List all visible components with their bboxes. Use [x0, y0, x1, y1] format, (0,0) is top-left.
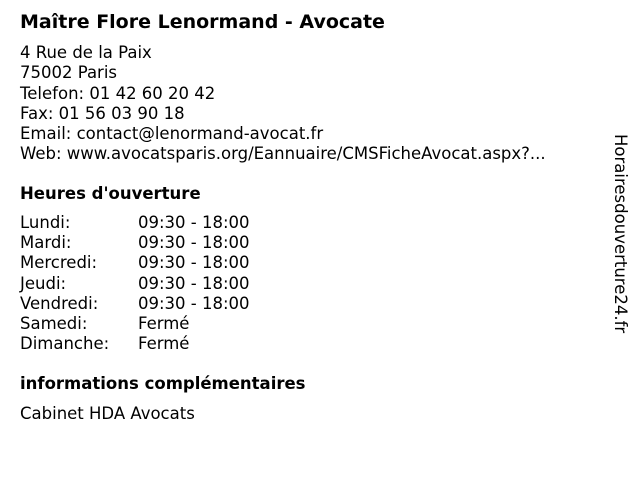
- hours-day: Vendredi:: [20, 293, 99, 313]
- hours-time: 09:30 - 18:00: [138, 233, 250, 253]
- hours-time: 09:30 - 18:00: [138, 253, 250, 273]
- hours-day: Samedi:: [20, 313, 88, 333]
- additional-info-text: Cabinet HDA Avocats: [20, 404, 195, 423]
- address-city: 75002 Paris: [20, 63, 118, 83]
- hours-day: Jeudi:: [20, 273, 67, 293]
- site-brand-vertical: Horairesdouverture24.fr: [611, 134, 630, 334]
- hours-time: 09:30 - 18:00: [138, 213, 250, 232]
- address-street: 4 Rue de la Paix: [20, 43, 152, 62]
- contact-details: [20, 43, 546, 165]
- hours-time: 09:30 - 18:00: [138, 273, 250, 293]
- email-address: Email: contact@lenormand-avocat.fr: [20, 124, 324, 144]
- hours-day: Dimanche:: [20, 334, 110, 354]
- hours-time: 09:30 - 18:00: [138, 293, 250, 313]
- hours-day: Lundi:: [20, 213, 71, 232]
- hours-time: Fermé: [138, 313, 190, 333]
- phone-number: Telefon: 01 42 60 20 42: [20, 83, 216, 103]
- hours-time: Fermé: [138, 334, 190, 354]
- website-url: Web: www.avocatsparis.org/Eannuaire/CMSFicheAvocat.aspx?...: [20, 144, 546, 164]
- business-title: Maître Flore Lenormand - Avocate: [20, 11, 385, 33]
- opening-hours-heading: Heures d'ouverture: [20, 184, 201, 203]
- fax-number: Fax: 01 56 03 90 18: [20, 103, 185, 123]
- hours-day: Mardi:: [20, 233, 72, 253]
- hours-day: Mercredi:: [20, 253, 98, 273]
- additional-info-heading: informations complémentaires: [20, 374, 306, 393]
